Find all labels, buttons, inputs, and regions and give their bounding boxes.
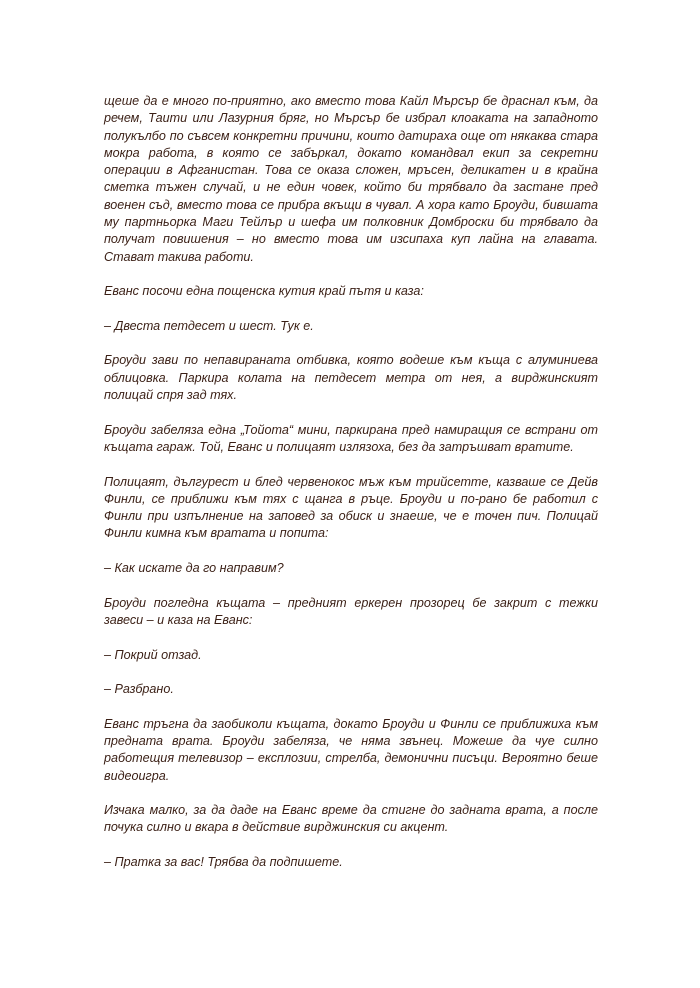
paragraph: Еванс тръгна да заобиколи къщата, докато Броуди и Финли се приближиха към предната врата. Броуди забеляза, че няма звънец. Можеше да чуе силно работещия телевизор – експлозии, стрелба, демонични писъци. Вероятно беше видеоигра. — [104, 716, 598, 783]
paragraph: – Как искате да го направим? — [104, 561, 284, 576]
paragraph: Изчака малко, за да даде на Еванс време да стигне до задната врата, а после почука силно и вкара в действие вирджинския си акцент. — [104, 803, 598, 835]
paragraph: – Двеста петдесет и шест. Тук е. — [104, 318, 314, 333]
body-text — [104, 93, 598, 889]
paragraph: Броуди погледна къщата – предният еркерен прозорец бе закрит с тежки завеси – и каза на Еванс: — [104, 595, 598, 627]
paragraph: – Покрий отзад. — [104, 647, 202, 662]
paragraph: – Разбрано. — [104, 682, 174, 697]
paragraph: Броуди забеляза една „Тойота“ мини, паркирана пред намиращия се встрани от къщата гараж. Той, Еванс и полицаят излязоха, без да затръшват вратите. — [104, 422, 598, 454]
paragraph: щеше да е много по-приятно, ако вместо това Кайл Мърсър бе драснал към, да речем, Таити или Лазурния бряг, но Мърсър бе избрал клоаката на западното полукълбо по съвсем конкретни причини, които датираха още от някаква стара мокра работа, в която се забъркал, докато командвал екип за секретни операции в Афганистан. Това се оказа сложен, мръсен, деликатен и в крайна сметка тъжен случай, и не един човек, който би трябвало да застане пред военен съд, вместо това се прибра вкъщи в чувал. А хора като Броуди, бившата му партньорка Маги Тейлър и шефа им полковник Домброски би трябвало да получат повишения – но вместо това им изсипаха куп лайна на главата. Стават такива работи. — [104, 94, 598, 264]
paragraph: Броуди зави по непавираната отбивка, която водеше към къща с алуминиева облицовка. Паркира колата на петдесет метра от нея, а вирджинският полицай спря зад тях. — [104, 353, 598, 403]
paragraph: Еванс посочи една пощенска кутия край пътя и каза: — [104, 284, 424, 299]
paragraph: Полицаят, дългурест и блед червенокос мъж към трийсетте, казваше се Дейв Финли, се приближи към тях с щанга в ръце. Броуди и по-рано бе работил с Финли при изпълнение на заповед за обиск и знаеше, че е точен пич. Полицай Финли кимна към вратата и попита: — [104, 474, 598, 541]
paragraph: – Пратка за вас! Трябва да подпишете. — [104, 855, 343, 870]
